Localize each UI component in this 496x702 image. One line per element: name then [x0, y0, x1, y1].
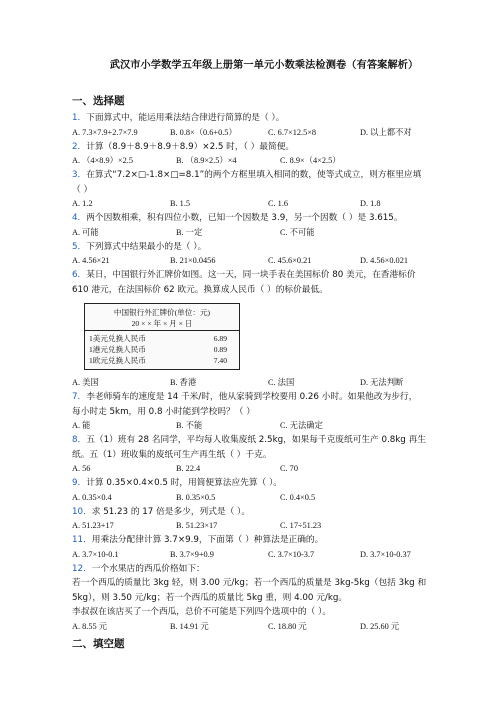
question-number: 7 [72, 392, 78, 402]
answer-option[interactable]: C. 1.6 [268, 199, 289, 208]
question-text: 610 港元，在法国标价 62 欧元。换算成人民币（ ）的标价最低。 [72, 284, 328, 295]
question-item [72, 433, 456, 476]
question-text: 用乘法分配律计算 3.7×9.9，下面第（ ）种算法是正确的。 [91, 535, 324, 545]
question-stem-continued [72, 183, 456, 198]
answer-option[interactable]: C. 无法确定 [280, 421, 323, 430]
question-text: 纸。五（1）班收集的废纸可生产再生纸（ ）千克。 [72, 449, 272, 460]
question-item [72, 533, 456, 562]
question-text: 两个因数相乘，积有四位小数，已知一个因数是 3.9，另一个因数（ ）是 3.615。 [86, 213, 403, 223]
question-text: 5kg），则 3.50 元/kg；若一个西瓜的质量比 5kg 重，则 4.00 元/kg。 [72, 592, 348, 603]
answer-option[interactable]: B. 3.7×9+0.9 [170, 549, 214, 559]
question-text: 若一个西瓜的质量比 3kg 轻，则 3.00 元/kg；若一个西瓜的质量是 3kg-5kg（包括 3kg 和 [72, 578, 427, 588]
answer-option[interactable]: D. 4.56×0.021 [360, 256, 409, 265]
section-heading-choice: 一、选择题 [72, 95, 125, 107]
question-text: 在算式“7.2×□-1.8×□=8.1”的两个方框里填入相同的数，使等式成立，则方框里应填 [86, 170, 422, 180]
question-stem: 12．一个水果店的西瓜价格如下： [72, 563, 205, 574]
question-number: 10 [72, 506, 84, 517]
question-item [72, 211, 456, 240]
question-text: 李叔叔在该店买了一个西瓜，总价不可能是下列四个选项中的（ ）。 [72, 607, 332, 617]
answer-option[interactable]: B. 不能 [176, 421, 203, 430]
currency-label: 1港元兑换人民币 [89, 345, 146, 354]
question-text: 下列算式中结果最小的是（ ）。 [86, 241, 207, 252]
question-item [72, 505, 456, 534]
question-text: 计算 0.35×0.4×0.5 时，用简便算法应先算（ ）。 [86, 478, 282, 488]
answer-option[interactable]: B. 22.4 [176, 464, 201, 473]
answer-options [72, 254, 456, 268]
question-stem: 7．李老师骑车的速度是 14 千米/时，他从家骑到学校要用 0.26 小时。如果他改为步行， [72, 392, 418, 402]
question-item [72, 476, 456, 505]
question-stem-continued [72, 405, 456, 420]
question-stem: 4．两个因数相乘，积有四位小数，已知一个因数是 3.9，另一个因数（ ）是 3.615。 [72, 213, 403, 223]
answer-option[interactable]: B. 一定 [176, 227, 203, 237]
question-item [72, 390, 456, 433]
answer-options [72, 197, 456, 211]
question-item [72, 140, 456, 169]
question-text: 每小时走 5km，用 0.8 小时能到学校吗？（ ） [72, 406, 255, 417]
answer-option[interactable]: C. 0.4×0.5 [280, 492, 316, 502]
question-number: 12 [72, 563, 84, 574]
answer-option[interactable]: C. 法国 [268, 378, 295, 387]
question-number: 5 [72, 241, 78, 252]
table-date: 20 × × 年 × 月 × 日 [131, 319, 193, 328]
answer-option[interactable]: C. 6.7×12.5×8 [268, 127, 317, 137]
question-stem-continued [72, 576, 456, 591]
answer-options [72, 154, 456, 168]
question-text: 李老师骑车的速度是 14 千米/时，他从家骑到学校要用 0.26 小时。如果他改为步行， [86, 392, 418, 402]
answer-options [72, 419, 456, 433]
question-number: 2 [72, 141, 78, 152]
question-text: （ ） [72, 184, 93, 195]
question-stem-continued [72, 283, 456, 298]
answer-option[interactable]: D. 无法判断 [360, 378, 404, 387]
answer-option[interactable]: B. 0.35×0.5 [176, 492, 216, 502]
question-text: 求 51.23 的 17 倍是多少，列式是（ ）。 [91, 506, 251, 517]
answer-option[interactable]: C. 18.80 元 [268, 621, 307, 631]
question-text: 计算（8.9＋8.9＋8.9＋8.9）×2.5 时，（ ）最简便。 [86, 141, 295, 152]
question-item [72, 268, 456, 390]
question-number: 4 [72, 213, 78, 223]
question-stem: 2．计算（8.9＋8.9＋8.9＋8.9）×2.5 时，（ ）最简便。 [72, 141, 295, 152]
answer-options [72, 548, 456, 562]
question-number: 1 [72, 113, 78, 123]
question-number: 8 [72, 435, 78, 445]
answer-option[interactable]: C. 3.7×10-3.7 [268, 549, 315, 559]
question-number: 3 [72, 170, 78, 180]
answer-options [72, 376, 456, 390]
question-stem: 3．在算式“7.2×□-1.8×□=8.1”的两个方框里填入相同的数，使等式成立，则方框里应填 [72, 170, 422, 180]
answer-option[interactable]: B. 21×0.0456 [170, 256, 216, 265]
answer-option[interactable]: A. 56 [72, 464, 91, 473]
question-stem: 10．求 51.23 的 17 倍是多少，列式是（ ）。 [72, 506, 251, 517]
answer-option[interactable]: B. 香港 [170, 378, 197, 387]
answer-option[interactable]: C. 70 [280, 464, 298, 473]
question-text: 一个水果店的西瓜价格如下： [91, 563, 205, 574]
currency-label: 1欧元兑换人民币 [89, 356, 146, 365]
answer-option[interactable]: A. 4.56×21 [72, 256, 110, 265]
question-stem-continued [72, 605, 456, 620]
table-row [89, 333, 235, 344]
answer-option[interactable]: A. 1.2 [72, 199, 93, 208]
answer-option[interactable]: D. 3.7×10-0.37 [360, 549, 411, 559]
answer-option[interactable]: D. 25.60 元 [360, 621, 400, 631]
answer-option[interactable]: B. （8.9×2.5）×4 [176, 156, 237, 165]
document-title: 武汉市小学数学五年级上册第一单元小数乘法检测卷（有答案解析） [109, 60, 419, 71]
table-row [89, 344, 235, 355]
answer-option[interactable]: B. 14.91 元 [170, 621, 209, 631]
answer-option[interactable]: A. 可能 [72, 227, 99, 237]
question-number: 9 [72, 478, 78, 488]
answer-option[interactable]: C. 45.6×0.21 [268, 256, 312, 265]
question-item [72, 240, 456, 269]
answer-option[interactable]: B. 0.8×（0.6+0.5） [170, 127, 237, 137]
question-text: 五（1）班有 28 名同学，平均每人收集废纸 2.5kg，如果每千克废纸可生产 0.8kg 再生 [86, 435, 426, 445]
question-stem: 11．用乘法分配律计算 3.7×9.9，下面第（ ）种算法是正确的。 [72, 535, 324, 545]
rate-value: 0.89 [213, 345, 227, 354]
answer-option[interactable]: A. 美国 [72, 378, 99, 387]
question-stem: 1．下面算式中，能运用乘法结合律进行简算的是（ ）。 [72, 113, 285, 123]
question-item [72, 111, 456, 140]
table-divider [85, 330, 239, 331]
question-stem-continued [72, 448, 456, 463]
question-stem: 6．某日，中国银行外汇牌价如图。这一天，同一块手表在美国标价 80 美元，在香港标价 [72, 270, 416, 280]
answer-options [72, 620, 456, 634]
table-row [89, 355, 235, 366]
answer-options [72, 126, 456, 140]
question-text: 某日，中国银行外汇牌价如图。这一天，同一块手表在美国标价 80 美元，在香港标价 [86, 270, 416, 280]
answer-option[interactable]: C. 8.9×（4×2.5） [280, 156, 341, 165]
question-list [72, 111, 456, 634]
answer-option[interactable]: A. 能 [72, 421, 91, 430]
section-heading-fill: 二、填空题 [72, 637, 125, 650]
answer-option[interactable]: D. 1.8 [360, 199, 381, 208]
answer-option[interactable]: A. 0.35×0.4 [72, 492, 112, 502]
question-number: 11 [72, 535, 84, 545]
answer-option[interactable]: A. 3.7×10-0.1 [72, 549, 119, 559]
question-stem: 9．计算 0.35×0.4×0.5 时，用简便算法应先算（ ）。 [72, 478, 282, 488]
answer-option[interactable]: C. 不可能 [280, 227, 315, 237]
question-stem: 5．下列算式中结果最小的是（ ）。 [72, 241, 207, 252]
answer-option[interactable]: A. 51.23+17 [72, 521, 114, 530]
question-stem-continued [72, 591, 456, 606]
answer-options [72, 226, 456, 240]
answer-options [72, 462, 456, 476]
answer-option[interactable]: A. （4×8.9）×2.5 [72, 156, 133, 165]
answer-option[interactable]: D. 以上都不对 [360, 127, 412, 137]
rate-value: 7.40 [213, 356, 227, 365]
answer-options [72, 519, 456, 533]
question-stem: 8．五（1）班有 28 名同学，平均每人收集废纸 2.5kg，如果每千克废纸可生产 0.8kg 再生 [72, 435, 426, 445]
question-number: 6 [72, 270, 78, 280]
answer-option[interactable]: A. 8.55 元 [72, 621, 108, 631]
answer-option[interactable]: B. 51.23×17 [176, 521, 218, 530]
answer-option[interactable]: C. 17÷51.23 [280, 521, 322, 530]
answer-options [72, 491, 456, 505]
rate-value: 6.89 [213, 334, 227, 343]
currency-label: 1美元兑换人民币 [89, 334, 146, 343]
question-item [72, 168, 456, 211]
table-header: 中国银行外汇牌价(单位：元) [113, 308, 211, 317]
answer-option[interactable]: A. 7.3×7.9+2.7×7.9 [72, 127, 138, 137]
question-item [72, 562, 456, 634]
answer-option[interactable]: B. 1.5 [170, 199, 191, 208]
question-text: 下面算式中，能运用乘法结合律进行简算的是（ ）。 [86, 113, 285, 123]
exchange-rate-table [84, 303, 240, 370]
